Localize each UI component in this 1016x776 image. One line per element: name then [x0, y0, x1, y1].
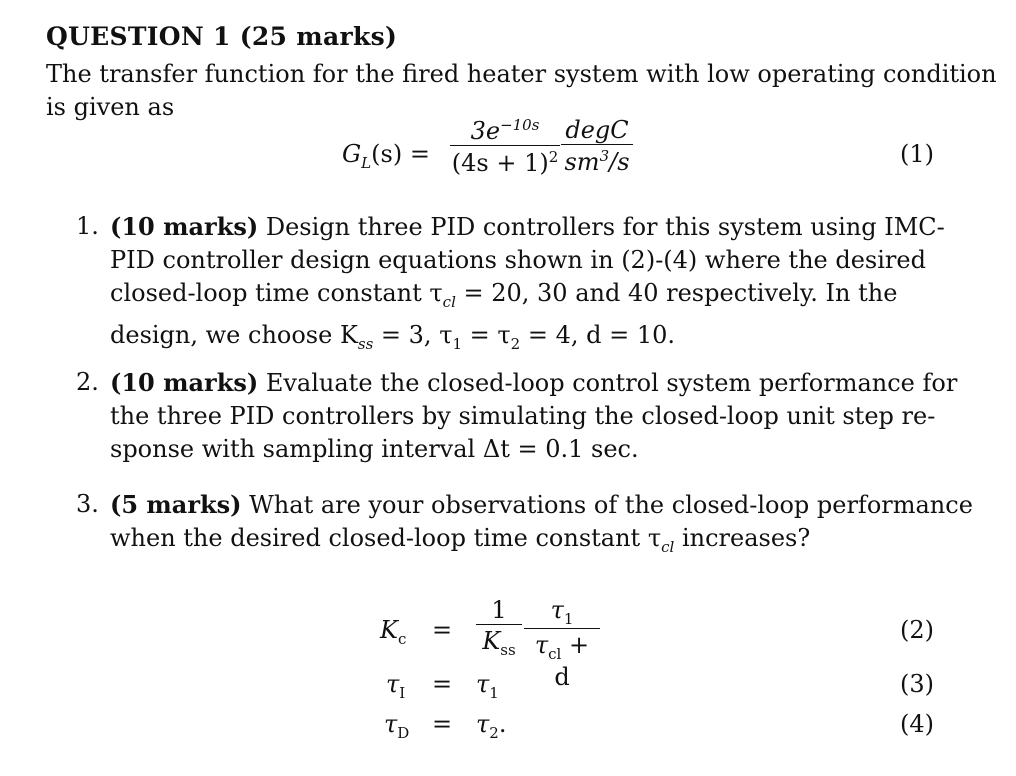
eq1-number: (1) [900, 140, 934, 168]
item-1-label: 1. [76, 212, 99, 240]
item-1-line-4: design, we choose $K_{ss} = 3$, $\tau_1 = \tau_2 = 4$, d = 10. [110, 320, 676, 353]
item-1-line-1: Design three PID controllers for this system using IMC- [265, 213, 945, 241]
eq4-lhs: $\tau_D$ [384, 710, 410, 742]
eq1-lhs: $G_L(s)$ = [342, 140, 430, 172]
item-1-line-3: closed-loop time constant $\tau_{cl} = 20$, 30 and 40 respectively. In the [110, 279, 898, 311]
item-2-line-2: the three PID controllers by simulating the closed-loop unit step re- [110, 402, 936, 430]
item-2-marks: (10 marks) [110, 368, 259, 397]
item-1-marks: (10 marks) [110, 212, 259, 241]
eq3-number: (3) [900, 670, 934, 698]
eq4-rhs: $\tau_2$. [476, 710, 507, 742]
item-3-label: 3. [76, 490, 99, 518]
item-3-marks: (5 marks) [110, 490, 242, 519]
eq3-lhs: $\tau_I$ [386, 670, 406, 702]
eq3-rhs: $\tau_1$ [476, 670, 499, 702]
intro-line-2: is given as [46, 93, 175, 121]
eq4-equals: = [432, 710, 453, 738]
eq2-fraction-1: 1 $K_{ss}$ [476, 596, 522, 659]
eq3-equals: = [432, 670, 453, 698]
eq2-number: (2) [900, 616, 934, 644]
intro-line-1: The transfer function for the fired heater system with low operating condition [46, 60, 997, 88]
item-2-label: 2. [76, 368, 99, 396]
eq2-equals: = [432, 616, 453, 644]
item-3-line-1: What are your observations of the closed-loop performance [249, 491, 973, 519]
eq1-fraction-2: degC $sm^3/s$ [561, 116, 633, 176]
item-2-line-1: Evaluate the closed-loop control system performance for [265, 369, 958, 397]
eq4-number: (4) [900, 710, 934, 738]
eq2-fraction-2: $\tau_1$ $\tau_{cl} + d$ [524, 596, 600, 691]
eq2-lhs: $K_c$ [380, 616, 407, 648]
item-2-line-3: sponse with sampling interval Δt = 0.1 sec. [110, 435, 639, 463]
eq1-fraction-1: $\frac{3e^{-10s}}{(4s + 1)^2}$ [451, 116, 559, 177]
item-3-line-2: when the desired closed-loop time constant $\tau_{cl}$ increases? [110, 524, 811, 556]
item-1-line-2: PID controller design equations shown in (2)-(4) where the desired [110, 246, 926, 274]
question-title: QUESTION 1 (25 marks) [46, 22, 398, 51]
